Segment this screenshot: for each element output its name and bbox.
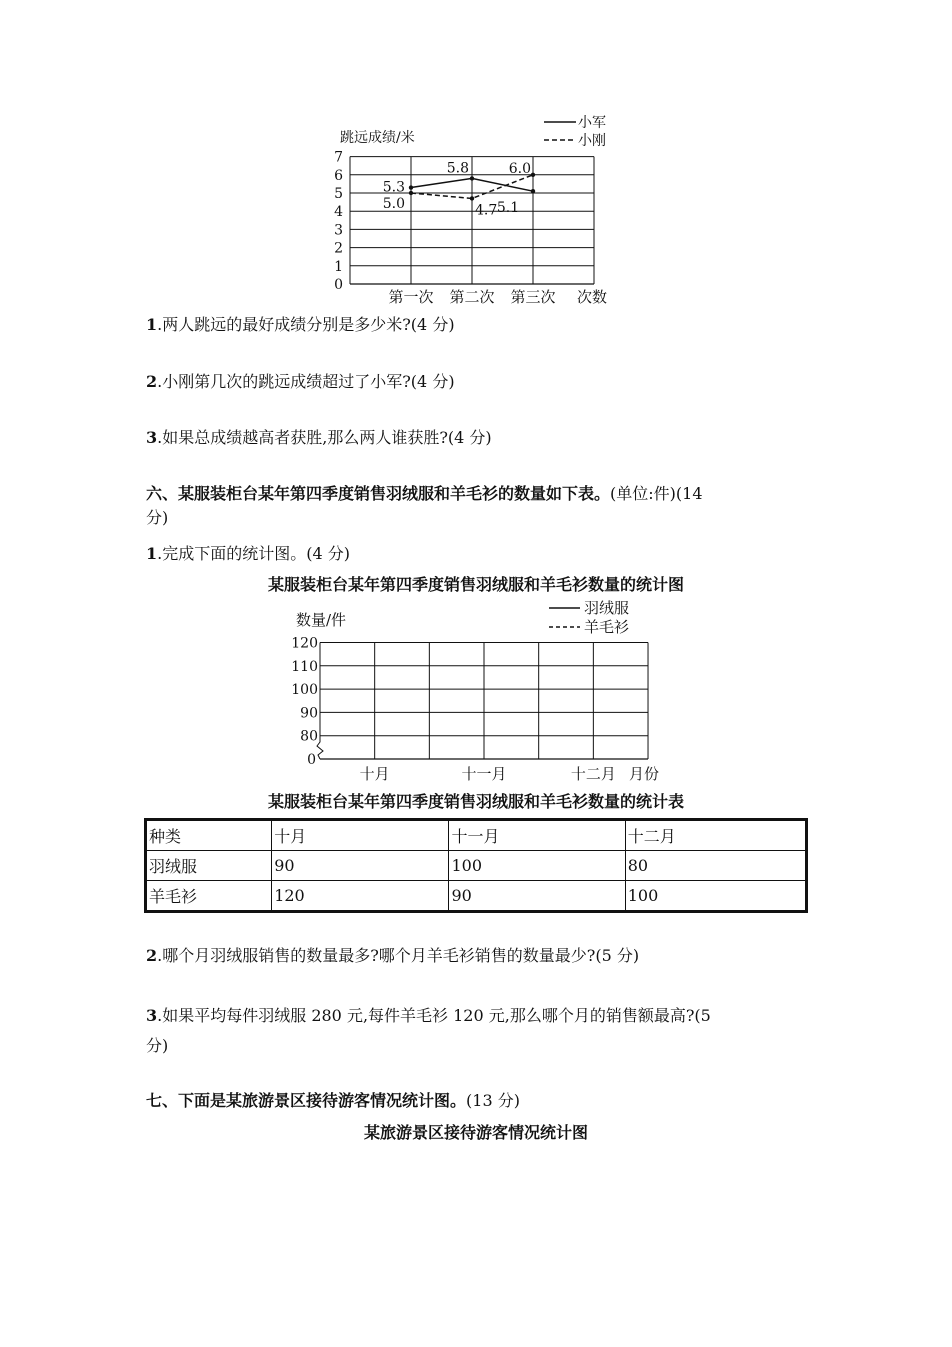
legend-label: 羽绒服 <box>584 599 630 617</box>
question-6-1 <box>146 543 350 565</box>
y-tick-label: 110 <box>291 658 318 675</box>
x-tick-label: 第一次 <box>388 288 434 306</box>
x-axis-label: 次数 <box>577 288 608 306</box>
table-title: 某服装柜台某年第四季度销售羽绒服和羊毛衫数量的统计表 <box>267 792 684 811</box>
chart2-title: 某服装柜台某年第四季度销售羽绒服和羊毛衫数量的统计图 <box>267 575 684 594</box>
table-cell: 120 <box>272 881 449 912</box>
y-tick-label: 1 <box>334 258 343 275</box>
data-point <box>470 196 474 200</box>
question-6-2 <box>146 945 639 967</box>
table-header-cell: 十一月 <box>449 820 625 851</box>
table-cell: 羽绒服 <box>146 851 272 881</box>
y-tick-label: 4 <box>334 204 343 221</box>
section-7-title: 七、下面是某旅游景区接待游客情况统计图。 <box>146 1091 467 1110</box>
table-cell: 100 <box>625 881 806 912</box>
y-tick-label: 80 <box>300 728 318 745</box>
data-label: 4.7 <box>475 202 498 219</box>
long-jump-chart <box>320 108 640 308</box>
question-5-2 <box>146 371 455 393</box>
data-point <box>531 189 535 193</box>
y-tick-label: 6 <box>334 167 343 184</box>
data-label: 5.1 <box>496 200 520 217</box>
data-label: 5.8 <box>446 160 469 177</box>
section-6-unit: (单位:件)(14 <box>610 484 703 503</box>
chart1-grid <box>350 157 594 284</box>
data-label: 5.3 <box>382 179 405 196</box>
data-point <box>531 173 535 177</box>
question-number: 3 <box>146 1006 158 1025</box>
data-label: 5.0 <box>382 196 405 212</box>
question-number: 3 <box>146 428 158 447</box>
clothing-sales-chart <box>280 596 680 788</box>
y-tick-label: 0 <box>307 752 316 768</box>
table-header-cell: 种类 <box>146 820 272 851</box>
y-tick-label: 5 <box>334 186 343 202</box>
legend-label: 羊毛衫 <box>584 618 630 636</box>
section-6-title: 六、某服装柜台某年第四季度销售羽绒服和羊毛衫的数量如下表。 <box>146 484 611 503</box>
x-tick-label: 第二次 <box>449 288 495 306</box>
question-text: .两人跳远的最好成绩分别是多少米?(4 分) <box>157 315 455 334</box>
question-text: .如果总成绩越高者获胜,那么两人谁获胜?(4 分) <box>157 428 492 447</box>
table-header-cell: 十月 <box>272 820 449 851</box>
section-6-heading <box>146 482 826 530</box>
table-row <box>146 881 807 912</box>
question-6-3 <box>146 1001 711 1061</box>
x-tick-label: 十二月 <box>570 765 616 783</box>
sales-table <box>144 818 808 913</box>
question-text: .完成下面的统计图。(4 分) <box>157 544 350 563</box>
y-tick-label: 100 <box>291 682 318 699</box>
table-cell: 羊毛衫 <box>146 881 272 912</box>
legend-label: 小军 <box>578 115 606 131</box>
y-tick-label: 3 <box>334 222 343 239</box>
section-7-heading <box>146 1089 520 1113</box>
chart1-text <box>334 115 607 306</box>
table-cell: 90 <box>449 881 625 912</box>
table-cell: 80 <box>625 851 806 881</box>
question-number: 2 <box>146 946 158 965</box>
question-number: 1 <box>146 315 158 334</box>
data-label: 6.0 <box>508 160 531 177</box>
x-tick-label: 第三次 <box>510 288 556 306</box>
question-text: .如果平均每件羽绒服 280 元,每件羊毛衫 120 元,那么哪个月的销售额最高?(5 <box>157 1006 711 1025</box>
section-7-points: (13 分) <box>466 1091 520 1110</box>
x-tick-label: 十月 <box>359 765 390 783</box>
table-header-cell: 十二月 <box>625 820 806 851</box>
question-5-1 <box>146 314 455 336</box>
data-point <box>409 185 413 189</box>
question-5-3 <box>146 427 492 449</box>
y-tick-label: 7 <box>334 149 343 166</box>
table-cell: 100 <box>449 851 625 881</box>
y-tick-label: 120 <box>291 635 318 652</box>
y-tick-label: 2 <box>334 240 343 257</box>
y-tick-label: 90 <box>300 705 318 722</box>
y-axis-label: 数量/件 <box>296 611 347 629</box>
table-header-row <box>146 820 807 851</box>
y-axis-label: 跳远成绩/米 <box>340 130 415 146</box>
x-tick-label: 十一月 <box>461 765 507 783</box>
section-7-chart-title: 某旅游景区接待游客情况统计图 <box>363 1123 588 1142</box>
question-text-cont: 分) <box>146 1036 169 1055</box>
question-number: 2 <box>146 372 158 391</box>
y-tick-label: 0 <box>334 277 343 293</box>
question-text: .小刚第几次的跳远成绩超过了小军?(4 分) <box>157 372 455 391</box>
legend-label: 小刚 <box>578 133 606 149</box>
table-cell: 90 <box>272 851 449 881</box>
chart1-marks <box>409 122 576 201</box>
question-text: .哪个月羽绒服销售的数量最多?哪个月羊毛衫销售的数量最少?(5 分) <box>157 946 640 965</box>
question-number: 1 <box>146 544 158 563</box>
chart2-text <box>291 599 659 783</box>
data-point <box>470 176 474 180</box>
data-point <box>409 191 413 195</box>
section-6-points: 分) <box>146 508 169 527</box>
table-row <box>146 851 807 881</box>
x-axis-label: 月份 <box>629 765 660 783</box>
